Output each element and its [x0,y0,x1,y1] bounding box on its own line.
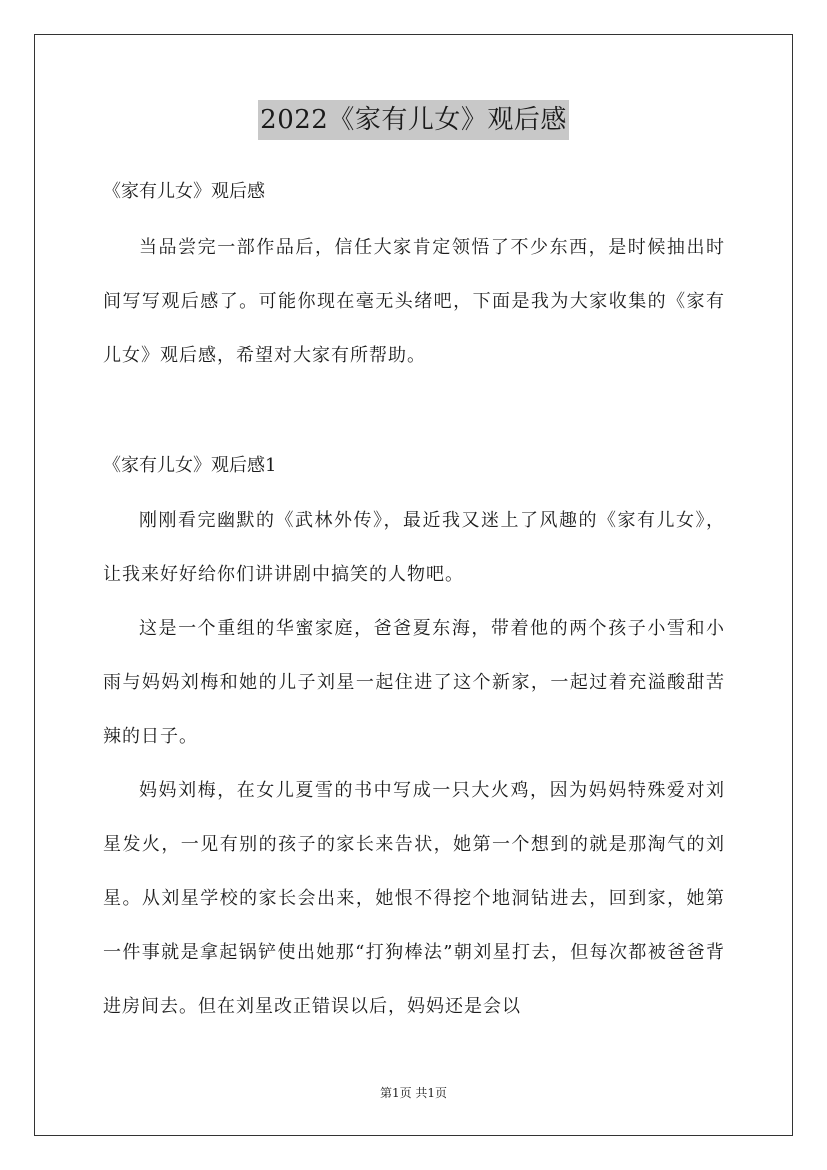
body-paragraph-1: 刚刚看完幽默的《武林外传》，最近我又迷上了风趣的《家有儿女》，让我来好好给你们讲讲剧中搞笑的人物吧。 [103,510,725,585]
intro-paragraph: 当品尝完一部作品后，信任大家肯定领悟了不少东西，是时候抽出时间写写观后感了。可能你现在毫无头绪吧，下面是我为大家收集的《家有儿女》观后感，希望对大家有所帮助。 [103,237,725,366]
section-heading-block [103,454,725,478]
subtitle-block [103,180,725,204]
intro-block [103,221,725,383]
body-block [103,494,725,1034]
title-container [0,100,827,140]
body-paragraph-2: 这是一个重组的华蜜家庭，爸爸夏东海，带着他的两个孩子小雪和小雨与妈妈刘梅和她的儿子刘星一起住进了这个新家，一起过着充溢酸甜苦辣的日子。 [103,618,725,747]
document-title: 2022《家有儿女》观后感 [258,100,569,140]
document-subtitle: 《家有儿女》观后感 [103,181,265,202]
page-footer: 第1页 共1页 [379,1086,448,1100]
body-paragraph-3: 妈妈刘梅，在女儿夏雪的书中写成一只大火鸡，因为妈妈特殊爱对刘星发火，一见有别的孩子的家长来告状，她第一个想到的就是那淘气的刘星。从刘星学校的家长会出来，她恨不得挖个地洞钻进去，回到家，她第一件事就是拿起锅铲使出她那“打狗棒法”朝刘星打去，但每次都被爸爸背进房间去。但在刘星改正错误以后，妈妈还是会以 [103,780,725,1017]
section-heading: 《家有儿女》观后感1 [103,455,277,476]
